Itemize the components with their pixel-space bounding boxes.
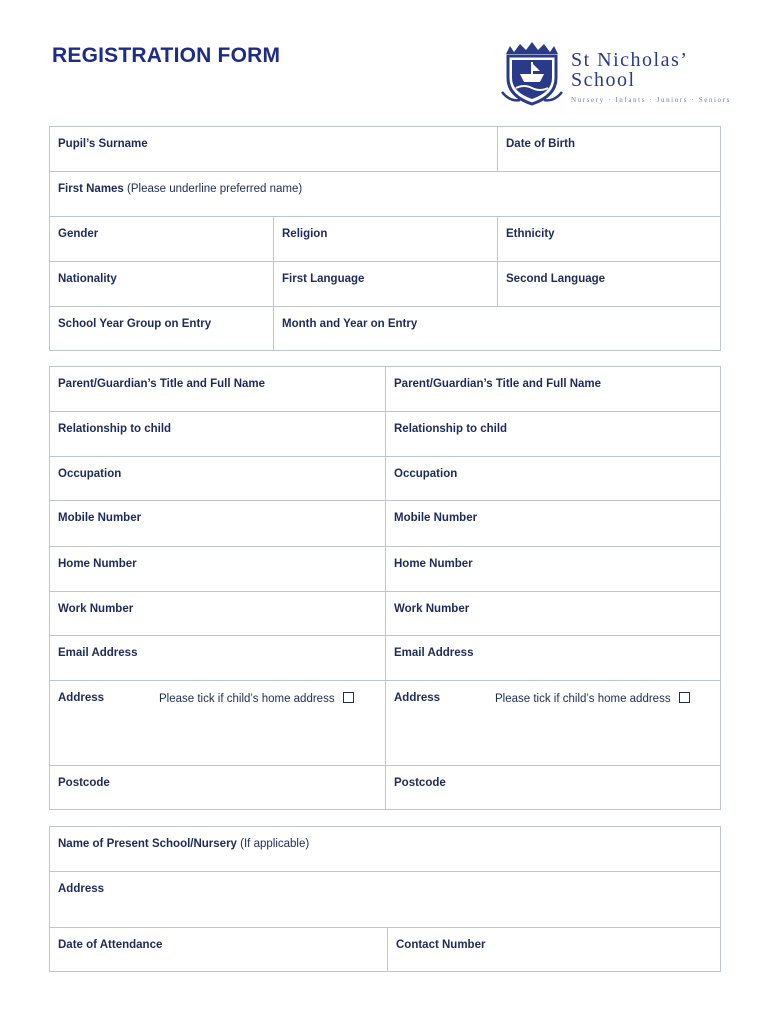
parent2-occupation-field[interactable]: [386, 457, 720, 501]
parent2-work-field[interactable]: [386, 592, 720, 636]
parent1-home-label: Home Number: [58, 558, 137, 570]
pupil-details-section: [49, 126, 721, 351]
parent2-home-field[interactable]: [386, 547, 720, 592]
parent1-relationship-field[interactable]: [50, 412, 386, 457]
present-school-name-note: (If applicable): [240, 838, 310, 850]
parent2-address-field[interactable]: [386, 681, 720, 766]
month-year-entry-field[interactable]: [274, 307, 720, 350]
gender-label: Gender: [58, 228, 99, 240]
ethnicity-label: Ethnicity: [506, 228, 555, 240]
first-language-label: First Language: [282, 273, 365, 285]
religion-field[interactable]: [274, 217, 498, 262]
parent2-tick-note: Please tick if child’s home address: [495, 693, 671, 705]
first-names-field[interactable]: [50, 172, 720, 217]
school-logo: [500, 40, 730, 110]
ethnicity-field[interactable]: [498, 217, 720, 262]
parent1-work-label: Work Number: [58, 603, 134, 615]
parent2-home-address-tick: [495, 692, 690, 705]
contact-number-field[interactable]: [388, 928, 720, 971]
gender-field[interactable]: [50, 217, 274, 262]
parent2-email-field[interactable]: [386, 636, 720, 681]
school-name: [571, 50, 688, 90]
parent1-name-field[interactable]: [50, 367, 386, 412]
school-name-line2: School: [571, 69, 636, 91]
parent1-address-field[interactable]: [50, 681, 386, 766]
nationality-field[interactable]: [50, 262, 274, 307]
parent1-home-address-checkbox[interactable]: [343, 692, 354, 703]
nationality-label: Nationality: [58, 273, 117, 285]
second-language-field[interactable]: [498, 262, 720, 307]
parent1-home-address-tick: [159, 692, 354, 705]
pupil-surname-label: Pupil’s Surname: [58, 138, 148, 150]
date-of-birth-field[interactable]: [498, 127, 720, 172]
parent1-mobile-label: Mobile Number: [58, 512, 142, 524]
first-language-field[interactable]: [274, 262, 498, 307]
year-group-field[interactable]: [50, 307, 274, 350]
present-school-section: [49, 826, 721, 972]
second-language-label: Second Language: [506, 273, 606, 285]
parent1-occupation-field[interactable]: [50, 457, 386, 501]
parent2-name-label: Parent/Guardian’s Title and Full Name: [394, 378, 602, 390]
date-of-attendance-field[interactable]: [50, 928, 388, 971]
parent1-home-field[interactable]: [50, 547, 386, 592]
parent1-relationship-label: Relationship to child: [58, 423, 172, 435]
parent2-address-label: Address: [394, 692, 441, 704]
parent2-email-label: Email Address: [394, 647, 474, 659]
pupil-surname-field[interactable]: [50, 127, 498, 172]
present-school-address-label: Address: [58, 883, 105, 895]
parent1-occupation-label: Occupation: [58, 468, 122, 480]
parent2-name-field[interactable]: [386, 367, 720, 412]
parent1-address-label: Address: [58, 692, 105, 704]
present-school-name-label: Name of Present School/Nursery: [58, 838, 237, 850]
parent2-work-label: Work Number: [394, 603, 470, 615]
school-name-line1: St Nicholas’: [571, 49, 689, 71]
parent1-postcode-field[interactable]: [50, 766, 386, 809]
school-crest-icon: [500, 40, 564, 108]
parent1-email-label: Email Address: [58, 647, 138, 659]
present-school-address-field[interactable]: [50, 872, 720, 928]
date-of-birth-label: Date of Birth: [506, 138, 575, 150]
parent1-work-field[interactable]: [50, 592, 386, 636]
parent1-email-field[interactable]: [50, 636, 386, 681]
parent-details-section: [49, 366, 721, 810]
school-tagline: Nursery · Infants · Juniors · Seniors: [571, 96, 731, 104]
year-group-label: School Year Group on Entry: [58, 318, 212, 330]
religion-label: Religion: [282, 228, 328, 240]
parent2-occupation-label: Occupation: [394, 468, 458, 480]
parent2-mobile-field[interactable]: [386, 501, 720, 547]
date-of-attendance-label: Date of Attendance: [58, 939, 163, 951]
page-title: REGISTRATION FORM: [52, 44, 281, 67]
first-names-note: (Please underline preferred name): [127, 183, 303, 195]
present-school-name-field[interactable]: [50, 827, 720, 872]
month-year-entry-label: Month and Year on Entry: [282, 318, 418, 330]
parent2-home-address-checkbox[interactable]: [679, 692, 690, 703]
parent2-postcode-label: Postcode: [394, 777, 446, 789]
parent2-relationship-label: Relationship to child: [394, 423, 508, 435]
parent2-postcode-field[interactable]: [386, 766, 720, 809]
parent2-home-label: Home Number: [394, 558, 473, 570]
parent2-mobile-label: Mobile Number: [394, 512, 478, 524]
parent1-postcode-label: Postcode: [58, 777, 110, 789]
parent1-name-label: Parent/Guardian’s Title and Full Name: [58, 378, 266, 390]
parent1-mobile-field[interactable]: [50, 501, 386, 547]
parent1-tick-note: Please tick if child’s home address: [159, 693, 335, 705]
first-names-label: First Names: [58, 183, 124, 195]
contact-number-label: Contact Number: [396, 939, 486, 951]
parent2-relationship-field[interactable]: [386, 412, 720, 457]
